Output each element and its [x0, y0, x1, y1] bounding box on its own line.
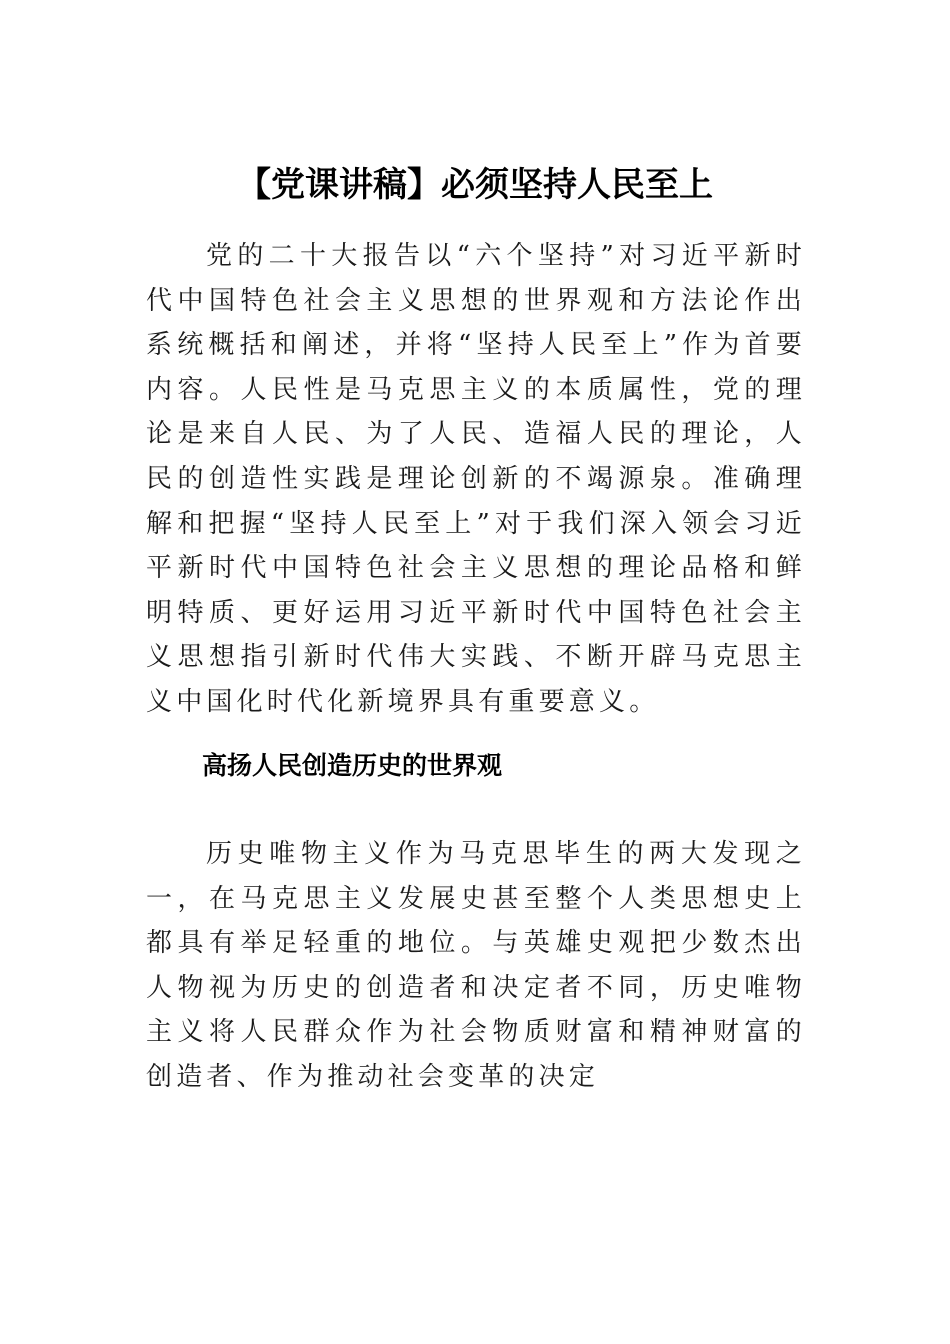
document-title: 【党课讲稿】必须坚持人民至上: [237, 165, 713, 205]
intro-paragraph: 党的二十大报告以“六个坚持”对习近平新时代中国特色社会主义思想的世界观和方法论作出系统概括和阐述，并将“坚持人民至上”作为首要内容。人民性是马克思主义的本质属性，党的理论是来自人民、为了人民、造福人民的理论，人民的创造性实践是理论创新的不竭源泉。准确理解和把握“坚持人民至上”对于我们深入领会习近平新时代中国特色社会主义思想的理论品格和鲜明特质、更好运用习近平新时代中国特色社会主义思想指引新时代伟大实践、不断开辟马克思主义中国化时代化新境界具有重要意义。: [146, 241, 806, 717]
section-heading: 高扬人民创造历史的世界观: [202, 751, 503, 780]
body-paragraph: 历史唯物主义作为马克思毕生的两大发现之一，在马克思主义发展史甚至整个人类思想史上都具有举足轻重的地位。与英雄史观把少数杰出人物视为历史的创造者和决定者不同，历史唯物主义将人民群众作为社会物质财富和精神财富的创造者、作为推动社会变革的决定: [146, 839, 806, 1092]
